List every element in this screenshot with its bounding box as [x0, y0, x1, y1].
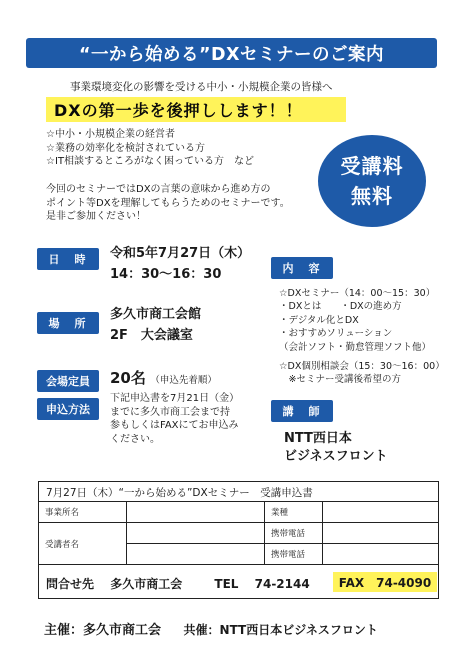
venue-room: 2F 大会議室: [110, 328, 193, 343]
target-item: ☆IT相談するところがなく困っている方 など: [46, 156, 255, 167]
apply-line: 参もしくはFAXにてお申込み: [110, 420, 239, 431]
tel-number: 74-2144: [254, 577, 310, 591]
organizer: 主催：多久市商工会: [44, 623, 162, 638]
phone-field-1[interactable]: [323, 523, 439, 544]
content-line: ☆DX個別相談会（15：30～16：00）: [279, 361, 445, 373]
capacity-value: 20名: [110, 369, 146, 387]
badge-line: 無料: [351, 184, 393, 208]
intro-line: ポイント等DXを理解してもらうためのセミナーです。: [46, 197, 290, 209]
content-line: ・DXとは ・DXの進め方: [279, 301, 402, 313]
content-line: （会計ソフト・勤怠管理ソフト他）: [279, 341, 432, 353]
cosponsor: 共催：NTT西日本ビジネスフロント: [183, 623, 378, 637]
lecturer-label: 講 師: [271, 400, 333, 422]
footer: [44, 619, 378, 638]
form-row: [39, 502, 439, 523]
contact-row: [46, 575, 310, 592]
event-date: 令和5年7月27日（木）: [110, 246, 251, 261]
intro-line: 是非ご参加ください！: [46, 211, 146, 222]
lecturer-name: [284, 430, 388, 466]
venue-name: 多久市商工会館: [110, 307, 202, 322]
attendee-field-2[interactable]: [127, 544, 265, 565]
datetime-label: 日 時: [37, 248, 99, 270]
form-title: 7月27日（木）“一から始める”DXセミナー 受講申込書: [46, 487, 313, 499]
content-list: [279, 287, 445, 387]
event-time: 14：30～16：30: [110, 267, 222, 282]
target-list: [46, 128, 254, 169]
intro-line: 今回のセミナーではDXの言葉の意味から進め方の: [46, 184, 271, 195]
phone-field-2[interactable]: [323, 544, 439, 565]
industry-label: 業種: [265, 502, 323, 523]
target-item: ☆業務の効率化を検討されている方: [46, 142, 205, 154]
form-row: [39, 523, 439, 544]
attendee-label: 受講者名: [39, 523, 127, 565]
contact-label: 問合せ先: [46, 577, 95, 591]
content-label: 内 容: [271, 257, 333, 279]
apply-instructions: [110, 392, 239, 446]
capacity-label: 会場定員: [37, 370, 99, 392]
apply-label: 申込方法: [37, 398, 99, 420]
fax-number: FAX 74-4090: [333, 572, 437, 592]
phone-label: 携帯電話: [265, 523, 323, 544]
industry-field[interactable]: [323, 502, 439, 523]
form-table: [38, 501, 439, 565]
company-label: 事業所名: [39, 502, 127, 523]
contact-org: 多久市商工会: [110, 577, 183, 591]
content-line: ・デジタル化とDX: [279, 314, 359, 326]
apply-line: ください。: [110, 433, 160, 445]
content-line: ※セミナー受講後希望の方: [279, 374, 401, 386]
apply-line: 下記申込書を7月21日（金）: [110, 393, 240, 404]
company-field[interactable]: [127, 502, 265, 523]
target-audience-line: 事業環境変化の影響を受ける中小・小規模企業の皆様へ: [70, 81, 333, 93]
lecturer-line: ビジネスフロント: [284, 449, 388, 464]
content-line: ☆DXセミナー（14：00～15：30）: [279, 288, 436, 299]
capacity-value-row: [110, 368, 217, 391]
content-line: ・おすすめソリューション: [279, 328, 393, 340]
badge-line: 受講料: [340, 154, 404, 178]
capacity-note: （申込先着順）: [150, 375, 217, 386]
flyer-title: “一から始める”DXセミナーのご案内: [26, 38, 437, 68]
headline-banner: DXの第一歩を後押しします！！: [46, 97, 346, 122]
tel-label: TEL: [214, 577, 239, 591]
venue-label: 場 所: [37, 312, 99, 334]
intro-text: [46, 183, 290, 224]
phone-label: 携帯電話: [265, 544, 323, 565]
lecturer-line: NTT西日本: [284, 431, 352, 446]
target-item: ☆中小・小規模企業の経営者: [46, 129, 175, 140]
apply-line: までに多久市商工会まで持: [110, 406, 230, 418]
attendee-field-1[interactable]: [127, 523, 265, 544]
free-admission-badge: [318, 135, 426, 227]
